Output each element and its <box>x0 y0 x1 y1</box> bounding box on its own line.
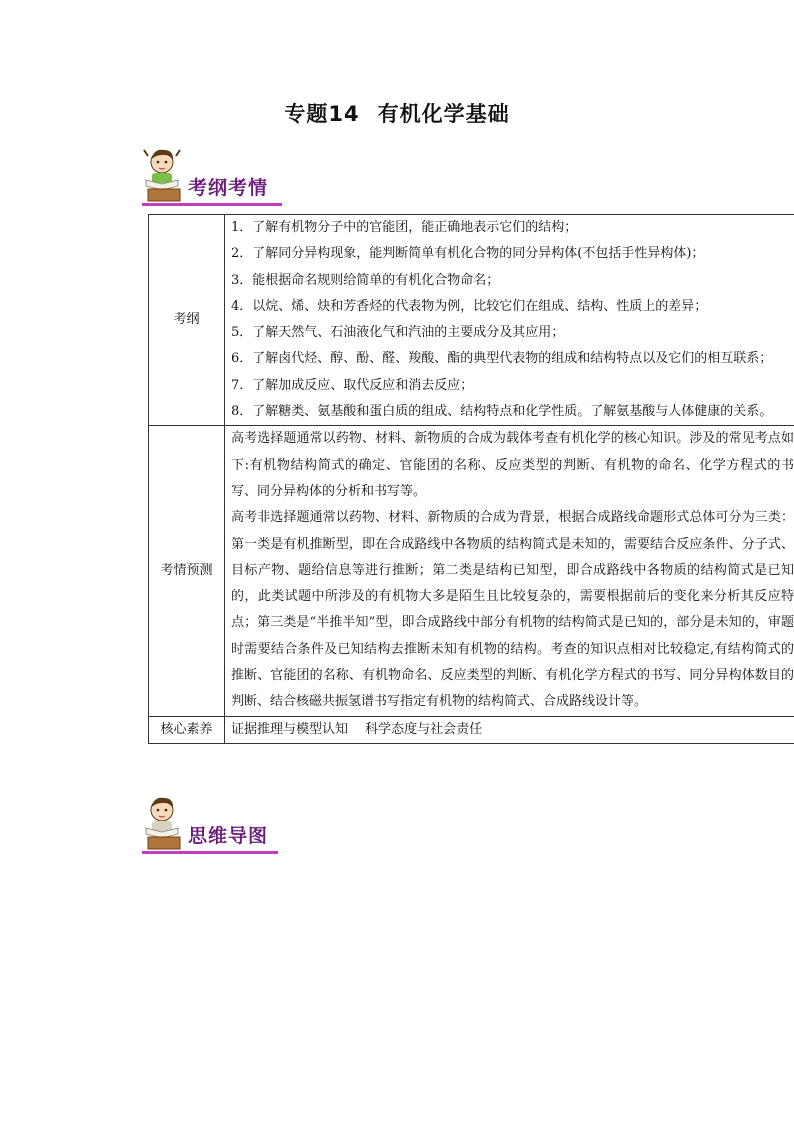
row-header: 考情预测 <box>149 426 225 716</box>
list-item: 7．了解加成反应、取代反应和消去反应； <box>231 377 474 393</box>
page-title <box>0 98 794 128</box>
row-content <box>225 426 794 716</box>
list-item: 1．了解有机物分子中的官能团，能正确地表示它们的结构； <box>231 220 578 235</box>
table-row <box>149 716 794 743</box>
section-underline <box>142 203 282 206</box>
list-item: 8．了解糖类、氨基酸和蛋白质的组成、结构特点和化学性质。了解氨基酸与人体健康的关系。 <box>231 404 773 420</box>
list-item: 4．以烷、烯、炔和芳香烃的代表物为例，比较它们在组成、结构、性质上的差异； <box>231 298 708 314</box>
list-item: 3．能根据命名规则给简单的有机化合物命名； <box>231 272 500 288</box>
topic-number: 专题14 <box>284 102 360 126</box>
row-content <box>225 215 794 426</box>
row-header: 核心素养 <box>149 716 225 743</box>
row-content: 证据推理与模型认知 科学态度与社会责任 <box>225 716 794 743</box>
paragraph: 高考选择题通常以药物、材料、新物质的合成为载体考查有机化学的核心知识。涉及的常见考点如下:有机物结构简式的确定、官能团的名称、反应类型的判断、有机物的命名、化学方程式的书写、同分异构体的分析和书写等。 <box>231 431 794 499</box>
table-row <box>149 215 794 426</box>
section-underline <box>142 851 278 854</box>
list-item: 2．了解同分异构现象，能判断简单有机化合物的同分异构体(不包括手性异构体)； <box>231 246 705 262</box>
student-reading-icon <box>140 794 192 852</box>
row-header: 考纲 <box>149 215 225 426</box>
section-header-mindmap <box>140 794 340 854</box>
list-item: 6．了解卤代烃、醇、酚、醛、羧酸、酯的典型代表物的组成和结构特点以及它们的相互联系； <box>231 351 773 367</box>
paragraph: 高考非选择题通常以药物、材料、新物质的合成为背景，根据合成路线命题形式总体可分为三类：第一类是有机推断型，即在合成路线中各物质的结构简式是未知的，需要结合反应条件、分子式、目标产物、题给信息等进行推断；第二类是结构已知型，即合成路线中各物质的结构简式是已知的，此类试题中所涉及的有机物大多是陌生且比较复杂的，需要根据前后的变化来分析其反应特点；第三类是“半推半知”型，即合成路线中部分有机物的结构简式是已知的，部分是未知的，审题时需要结合条件及已知结构去推断未知有机物的结构。考查的知识点相对比较稳定,有结构简式的推断、官能团的名称、有机物命名、反应类型的判断、有机化学方程式的书写、同分异构体数目的判断、结合核磁共振氢谱书写指定有机物的结构简式、合成路线设计等。 <box>231 510 794 710</box>
syllabus-table <box>148 214 794 744</box>
section-header-outline <box>140 146 340 206</box>
student-reading-icon <box>140 146 192 204</box>
section-title: 思维导图 <box>188 825 269 847</box>
table-row <box>149 426 794 716</box>
section-title: 考纲考情 <box>188 177 269 199</box>
topic-name: 有机化学基础 <box>377 102 510 126</box>
list-item: 5．了解天然气、石油液化气和汽油的主要成分及其应用； <box>231 325 565 341</box>
